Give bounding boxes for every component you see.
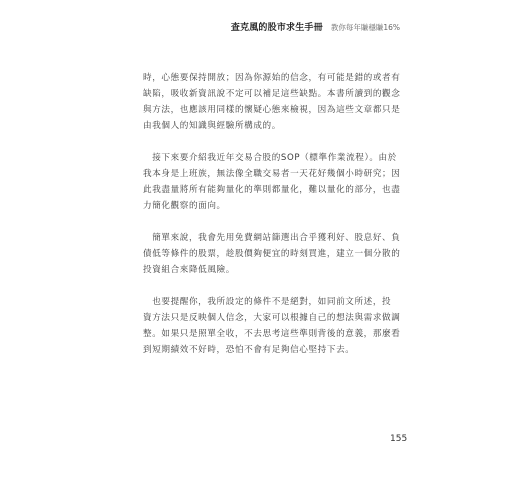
text-line: 也要提醒你，我所設定的條件不是絕對，如同前文所述，投 [143,297,392,307]
text-line: 資方法只是反映個人信念，大家可以根據自己的想法與需求做調 [143,313,401,323]
chapter-title: 教你每年賺穩賺16% [330,23,400,32]
paragraph-1 [143,70,401,134]
paragraph-3 [143,230,401,278]
text-line: 我本身是上班族，無法像全職交易者一天花好幾個小時研究；因 [143,169,401,179]
text-line: 力簡化觀察的面向。 [143,201,226,211]
text-line: 時，心態要保持開放；因為你源始的信念，有可能是錯的或者有 [143,73,401,83]
body-text [143,70,401,374]
running-header [231,20,400,33]
text-line: 缺陷，吸收新資訊說不定可以補足這些缺點。本書所讀到的觀念 [143,89,401,99]
text-line: 整。如果只是照單全收，不去思考這些準則背後的意義，那麼看 [143,329,401,339]
page-number: 155 [390,434,408,444]
text-line: 此我盡量將所有能夠量化的準則都量化，難以量化的部分，也盡 [143,185,401,195]
text-line: 債低等條件的股票，趁股價夠便宜的時刻買進，建立一個分散的 [143,249,401,259]
text-line: 簡單來說，我會先用免費網站篩選出合乎獲利好、股息好、負 [143,233,401,243]
text-line: 到短期績效不好時，恐怕不會有足夠信心堅持下去。 [143,345,355,355]
paragraph-4 [143,294,401,358]
text-line: 與方法，也應該用同樣的懷疑心態來檢視，因為這些文章都只是 [143,105,401,115]
text-line: 由我個人的知識與經驗所構成的。 [143,121,281,131]
paragraph-2 [143,150,401,214]
book-title: 查克風的股市求生手冊 [230,23,323,33]
text-line: 投資組合來降低風險。 [143,265,235,275]
text-line: 接下來要介紹我近年交易合股的SOP（標準作業流程）。由於 [143,153,397,163]
